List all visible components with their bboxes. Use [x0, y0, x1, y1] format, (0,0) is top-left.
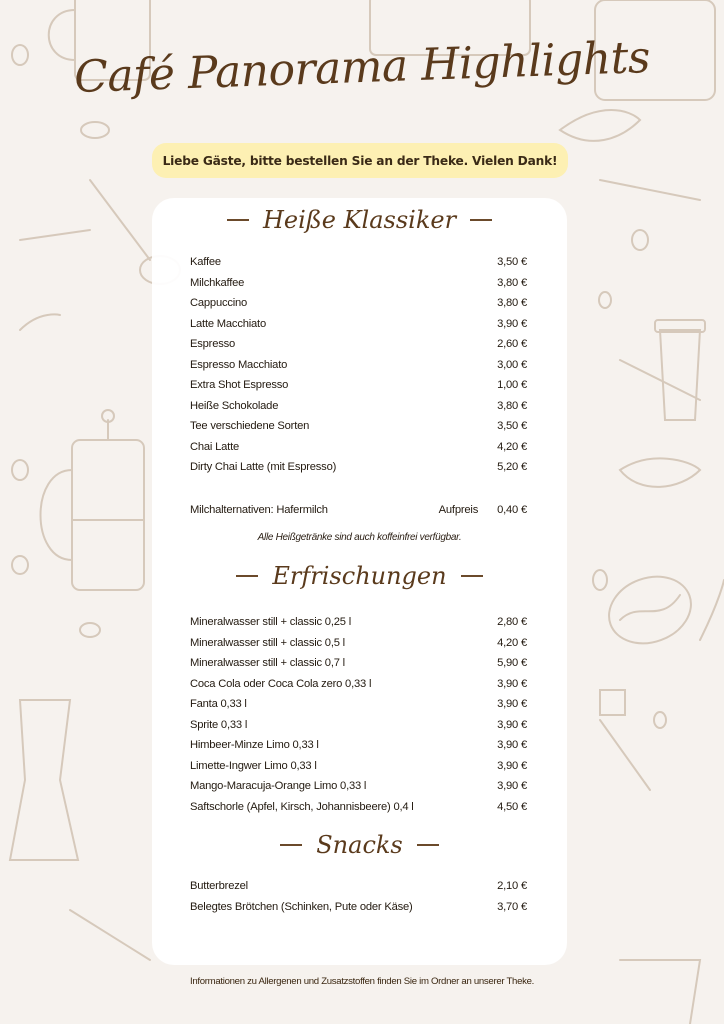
menu-item — [190, 694, 527, 715]
menu-item — [190, 437, 527, 458]
menu-item — [190, 334, 527, 355]
menu-item — [190, 653, 527, 674]
section-title: Snacks — [316, 831, 403, 859]
item-price: 1,00 € — [497, 379, 527, 392]
heading-dash — [461, 575, 483, 577]
item-price: 3,80 € — [497, 276, 527, 289]
section-heading-hot — [152, 206, 567, 234]
heading-dash — [236, 575, 258, 577]
item-price: 0,40 € — [497, 504, 527, 517]
menu-item — [190, 252, 527, 273]
item-price: 2,10 € — [497, 880, 527, 893]
section-title: Heiße Klassiker — [262, 206, 457, 234]
item-price: 3,90 € — [497, 317, 527, 330]
section-title: Erfrischungen — [272, 562, 447, 590]
item-name: Mineralwasser still + classic 0,25 l — [190, 616, 351, 629]
menu-item-extra — [190, 500, 527, 521]
surcharge-label: Aufpreis — [438, 504, 479, 517]
item-price: 3,00 € — [497, 358, 527, 371]
heading-dash — [227, 219, 249, 221]
item-price: 3,80 € — [497, 399, 527, 412]
milk-alternative-row — [190, 500, 527, 521]
heading-dash — [417, 844, 439, 846]
hot-drinks-list — [190, 252, 527, 478]
menu-item — [190, 612, 527, 633]
item-name: Mango-Maracuja-Orange Limo 0,33 l — [190, 780, 367, 793]
item-price: 3,50 € — [497, 420, 527, 433]
menu-item — [190, 355, 527, 376]
item-price: 5,20 € — [497, 461, 527, 474]
item-price: 4,50 € — [497, 800, 527, 813]
section-heading-snacks — [152, 831, 567, 859]
item-name: Espresso Macchiato — [190, 358, 288, 371]
item-name: Extra Shot Espresso — [190, 379, 289, 392]
decaf-note: Alle Heißgetränke sind auch koffeinfrei verfügbar. — [257, 532, 462, 543]
menu-item — [190, 396, 527, 417]
menu-item — [190, 416, 527, 437]
item-price: 3,90 € — [497, 759, 527, 772]
item-name: Sprite 0,33 l — [190, 718, 248, 731]
menu-item — [190, 797, 527, 818]
item-name: Latte Macchiato — [190, 317, 266, 330]
item-name: Tee verschiedene Sorten — [190, 420, 310, 433]
item-name: Heiße Schokolade — [190, 399, 279, 412]
menu-item — [190, 633, 527, 654]
item-price: 3,90 € — [497, 718, 527, 731]
item-name: Espresso — [190, 338, 236, 351]
item-price: 3,70 € — [497, 900, 527, 913]
item-name: Cappuccino — [190, 297, 248, 310]
menu-item — [190, 876, 527, 897]
menu-item — [190, 776, 527, 797]
item-name: Milchkaffee — [190, 276, 245, 289]
item-name: Saftschorle (Apfel, Kirsch, Johannisbeere) 0,4 l — [190, 800, 414, 813]
item-name: Milchalternativen: Hafermilch — [190, 504, 328, 517]
heading-dash — [280, 844, 302, 846]
heading-dash — [470, 219, 492, 221]
order-at-counter-banner — [152, 143, 568, 178]
allergen-info-footer: Informationen zu Allergenen und Zusatzstoffen finden Sie im Ordner an unserer Theke. — [189, 976, 535, 987]
item-price: 4,20 € — [497, 440, 527, 453]
item-price: 4,20 € — [497, 636, 527, 649]
menu-item — [190, 735, 527, 756]
item-price: 2,60 € — [497, 338, 527, 351]
menu-card — [152, 198, 567, 965]
menu-item — [190, 674, 527, 695]
item-name: Coca Cola oder Coca Cola zero 0,33 l — [190, 677, 372, 690]
menu-item — [190, 273, 527, 294]
item-price: 5,90 € — [497, 657, 527, 670]
page-title: Café Panorama Highlights — [73, 31, 651, 104]
item-name: Limette-Ingwer Limo 0,33 l — [190, 759, 317, 772]
french-press-icon — [41, 410, 145, 590]
item-name: Mineralwasser still + classic 0,7 l — [190, 657, 345, 670]
item-name: Mineralwasser still + classic 0,5 l — [190, 636, 345, 649]
item-name: Butterbrezel — [190, 880, 248, 893]
item-name: Himbeer-Minze Limo 0,33 l — [190, 739, 319, 752]
menu-item — [190, 457, 527, 478]
menu-item — [190, 897, 527, 918]
cold-drinks-list — [190, 612, 527, 817]
item-price: 3,90 € — [497, 739, 527, 752]
item-price: 3,90 € — [497, 698, 527, 711]
menu-item — [190, 756, 527, 777]
item-name: Dirty Chai Latte (mit Espresso) — [190, 461, 337, 474]
menu-item — [190, 715, 527, 736]
banner-text: Liebe Gäste, bitte bestellen Sie an der Theke. Vielen Dank! — [162, 153, 558, 168]
item-name: Belegtes Brötchen (Schinken, Pute oder Käse) — [190, 900, 413, 913]
menu-item — [190, 293, 527, 314]
item-price: 3,90 € — [497, 677, 527, 690]
item-price: 3,80 € — [497, 297, 527, 310]
item-price: 3,90 € — [497, 780, 527, 793]
item-price: 2,80 € — [497, 616, 527, 629]
item-name: Chai Latte — [190, 440, 239, 453]
menu-item — [190, 375, 527, 396]
menu-item — [190, 314, 527, 335]
snacks-list — [190, 876, 527, 917]
item-name: Fanta 0,33 l — [190, 698, 247, 711]
section-heading-cold — [152, 562, 567, 590]
item-name: Kaffee — [190, 256, 221, 269]
item-price: 3,50 € — [497, 256, 527, 269]
